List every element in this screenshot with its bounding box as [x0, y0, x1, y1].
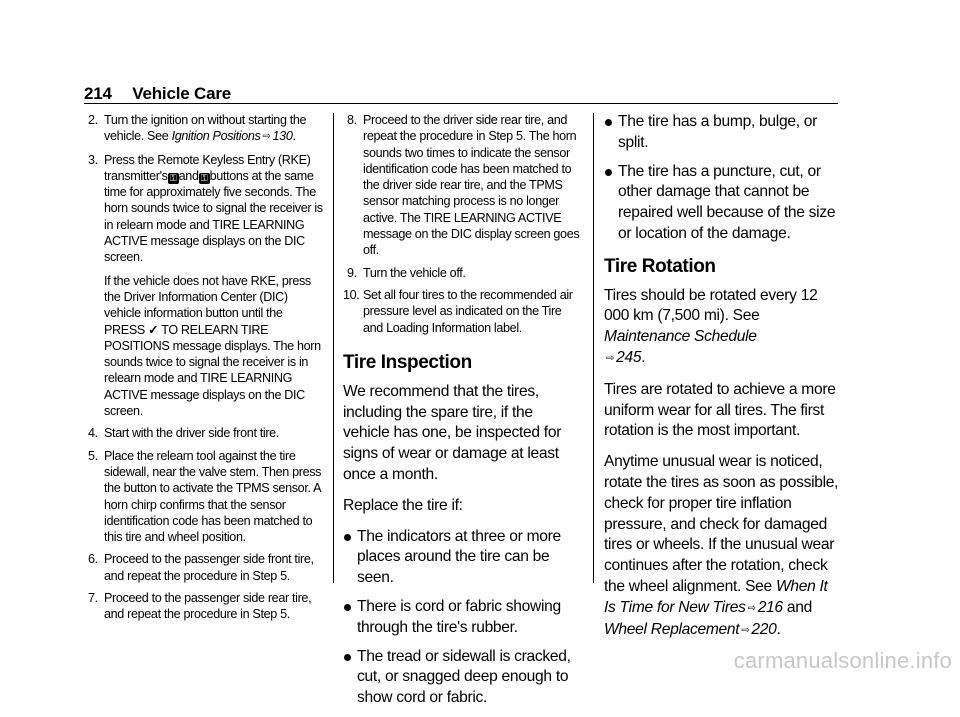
- step-number: 5.: [88, 448, 98, 463]
- step-3: 3. Press the Remote Keyless Entry (RKE) transmitter's ⚿ and ⚿ buttons at the same time for approximately five seconds. The horn sounds twice to signal the receiver is in relearn mode and TIRE LEARNING ACTIVE message displays on the DIC screen. If the vehicle does not have RKE, press the Driver Information Center (DIC) vehicle information button until the PRESS ✓ TO RELEARN TIRE POSITIONS message displays. The horn sounds twice to signal the receiver is in relearn mode and TIRE LEARNING ACTIVE message displays on the DIC screen.: [88, 152, 323, 419]
- step-number: 9.: [347, 265, 357, 280]
- ref-maintenance-schedule[interactable]: Maintenance Schedule: [604, 328, 757, 346]
- page-ref-arrow-icon: ⇨: [262, 131, 271, 143]
- list-item: The tread or sidewall is cracked, cut, or snagged deep enough to show cord or fabric.: [343, 647, 583, 709]
- paragraph: Anytime unusual wear is noticed, rotate the tires as soon as possible, check for proper tire inflation pressure, and check for damaged tires or wheels. If the unusual wear continues after the rotation, check the wheel alignment. See When It Is Time for New Tires ⇨ 216 and Wheel Replacement ⇨ 220.: [604, 452, 842, 641]
- heading-tire-rotation: Tire Rotation: [604, 255, 716, 277]
- step-8: 8. Proceed to the driver side rear tire, and repeat the procedure in Step 5. The horn sounds two times to indicate the sensor identification code has been matched to the driver side rear tire, and the TPMS sensor matching process is no longer active. The TIRE LEARNING ACTIVE message on the DIC display screen goes off.: [347, 113, 580, 258]
- column-divider-2: [593, 113, 594, 583]
- step-number: 4.: [88, 426, 98, 441]
- page-header: [84, 84, 231, 104]
- column-divider-1: [333, 113, 334, 583]
- watermark: carmanualsonline.info: [733, 648, 952, 673]
- ref-wheel-replacement[interactable]: Wheel Replacement: [604, 620, 740, 638]
- bullet-icon: [344, 604, 351, 611]
- step-4: 4. Start with the driver side front tire.: [88, 426, 279, 441]
- ref-new-tires[interactable]: When It Is Time for New Tires: [604, 577, 828, 616]
- list-item: The tire has a bump, bulge, or split.: [604, 112, 842, 154]
- heading-tire-inspection: Tire Inspection: [343, 351, 472, 373]
- column-3: [604, 112, 842, 651]
- list-item: The indicators at three or more places around the tire can be seen.: [343, 527, 583, 589]
- paragraph: Tires should be rotated every 12 000 km (7,500 mi). See Maintenance Schedule ⇨ 245.: [604, 286, 842, 370]
- step-2: 2. Turn the ignition on without starting the vehicle. See Ignition Positions ⇨ 130.: [84, 112, 324, 146]
- list-item: There is cord or fabric showing through the tire's rubber.: [343, 597, 583, 639]
- step-7: 7. Proceed to the passenger side rear tire, and repeat the procedure in Step 5.: [88, 591, 312, 622]
- page-ref-arrow-icon: ⇨: [606, 352, 615, 364]
- bullet-icon: [344, 534, 351, 541]
- column-1: [84, 112, 324, 629]
- unlock-key-icon: ⚿: [168, 173, 179, 184]
- step-9: 9. Turn the vehicle off.: [347, 265, 466, 280]
- bullet-icon: [344, 654, 351, 661]
- list-item: The tire has a puncture, cut, or other damage that cannot be repaired well because of the size or location of the damage.: [604, 162, 842, 245]
- step-number: 10.: [343, 287, 360, 302]
- section-title: Vehicle Care: [132, 84, 232, 103]
- page-number: 214: [84, 84, 112, 103]
- checkmark-icon: ✓: [148, 322, 159, 337]
- step-5: 5. Place the relearn tool against the tire sidewall, near the valve stem. Then press the button to activate the TPMS sensor. A horn chirp confirms that the sensor identification code has been matched to this tire and wheel position.: [88, 448, 322, 545]
- step-number: 8.: [347, 113, 357, 127]
- step-number: 6.: [88, 552, 98, 567]
- paragraph: We recommend that the tires, including the spare tire, if the vehicle has one, be inspected for signs of wear or damage at least once a month.: [343, 382, 562, 484]
- header-rule: [84, 103, 838, 104]
- page-ref-arrow-icon: ⇨: [741, 624, 750, 636]
- paragraph: Replace the tire if:: [343, 496, 463, 514]
- step-10: 10. Set all four tires to the recommended air pressure level as indicated on the Tire and Loading Information label.: [343, 287, 573, 335]
- lock-key-icon: ⚿: [199, 173, 210, 184]
- step-number: 2.: [88, 113, 98, 127]
- step-6: 6. Proceed to the passenger side front tire, and repeat the procedure in Step 5.: [88, 552, 314, 583]
- page-ref-arrow-icon: ⇨: [747, 602, 756, 614]
- bullet-icon: [605, 169, 612, 176]
- step-number: 7.: [88, 591, 98, 606]
- column-2: [343, 112, 583, 717]
- step-number: 3.: [88, 152, 98, 167]
- paragraph: Tires are rotated to achieve a more uniform wear for all tires. The first rotation is the most important.: [604, 380, 836, 440]
- bullet-icon: [605, 119, 612, 126]
- ref-ignition-positions[interactable]: Ignition Positions: [171, 129, 261, 144]
